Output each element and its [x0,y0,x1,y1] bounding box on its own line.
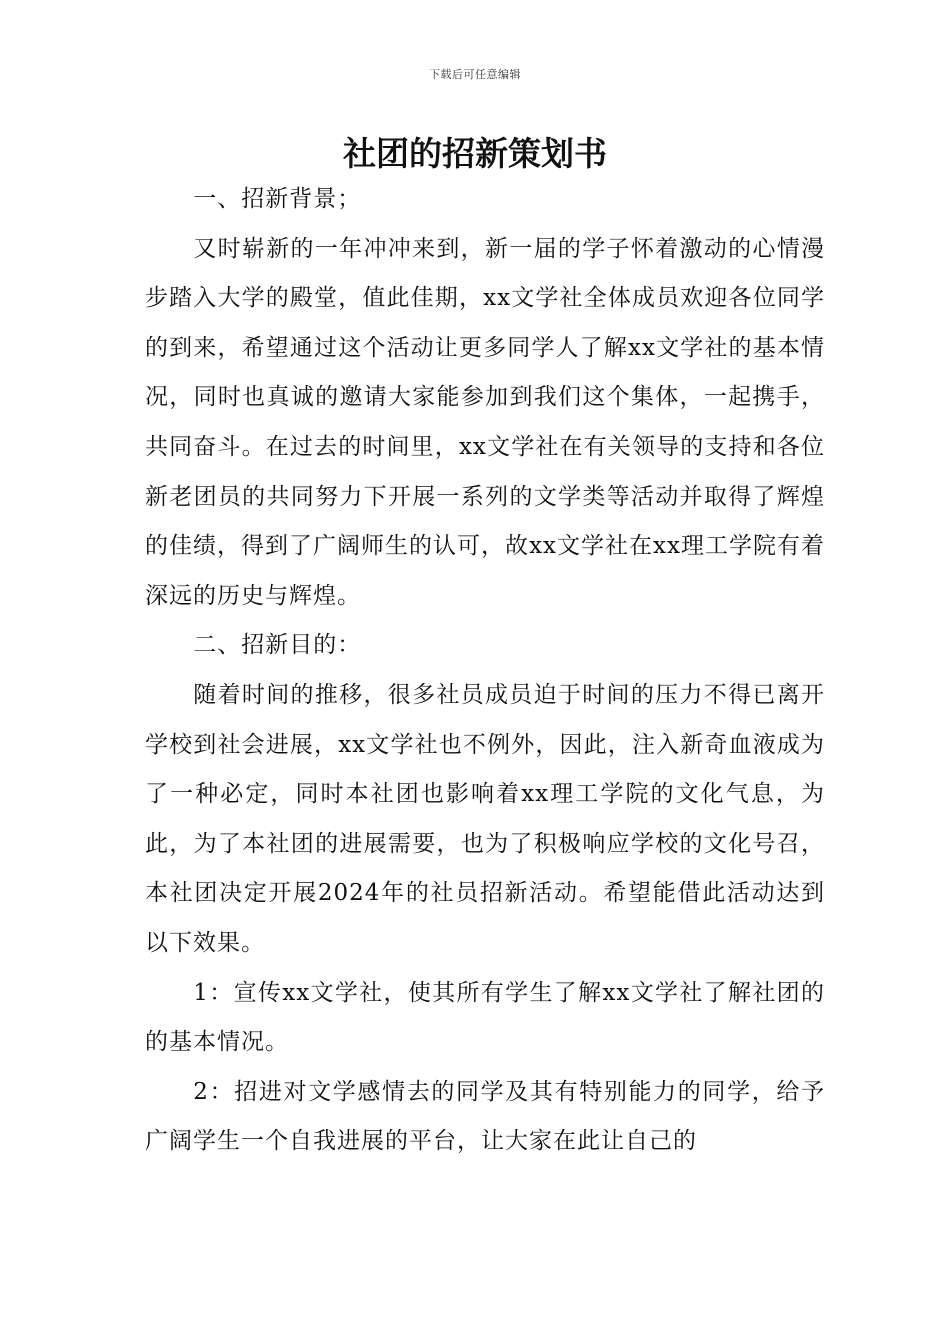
list-item-1: 1：宣传xx文学社，使其所有学生了解xx文学社了解社团的的基本情况。 [145,979,825,1056]
paragraph-purpose: 随着时间的推移，很多社员成员迫于时间的压力不得已离开学校到社会进展，xx文学社也不例外，因此，注入新奇血液成为了一种必定，同时本社团也影响着xx理工学院的文化气息，为此，为了本社团的进展需要，也为了积极响应学校的文化号召，本社团决定开展2024年的社员招新活动。希望能借此活动达到以下效果。 [145,681,825,956]
section-heading-background: 一、招新背景； [193,186,362,212]
paragraph-background: 又时崭新的一年冲冲来到，新一届的学子怀着激动的心情漫步踏入大学的殿堂，值此佳期，xx文学社全体成员欢迎各位同学的到来，希望通过这个活动让更多同学人了解xx文学社的基本情况，同时也真诚的邀请大家能参加到我们这个集体，一起携手，共同奋斗。在过去的时间里，xx文学社在有关领导的支持和各位新老团员的共同努力下开展一系列的文学类等活动并取得了辉煌的佳绩，得到了广阔师生的认可，故xx文学社在xx理工学院有着深远的历史与辉煌。 [145,235,825,609]
header-note: 下载后可任意编辑 [429,68,521,81]
section-heading-purpose: 二、招新目的： [193,632,362,659]
document-title: 社团的招新策划书 [343,134,607,173]
list-item-2: 2：招进对文学感情去的同学及其有特别能力的同学，给予广阔学生一个自我进展的平台，让大家在此让自己的 [145,1078,825,1155]
document-body [145,175,825,1167]
